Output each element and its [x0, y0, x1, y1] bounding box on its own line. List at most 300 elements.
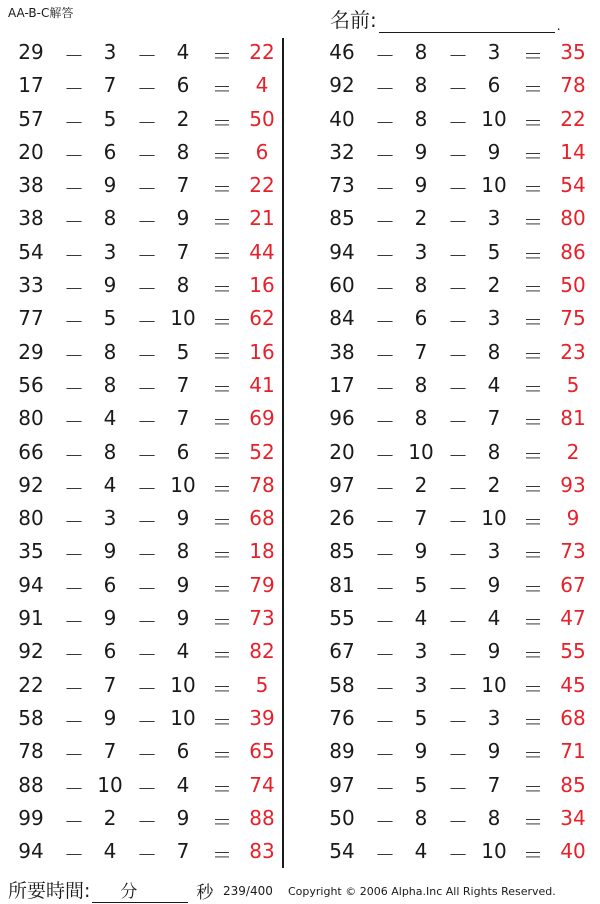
answer: 75 — [560, 306, 586, 331]
minus-sign: － — [448, 44, 468, 68]
equals-sign: ＝ — [212, 410, 232, 435]
time-field — [8, 876, 213, 903]
equals-sign: ＝ — [523, 676, 543, 701]
minus-sign: － — [375, 643, 395, 668]
subtrahend-2: 7 — [487, 772, 501, 797]
answer: 41 — [249, 372, 275, 397]
problem-row — [311, 137, 600, 170]
subtrahend-2: 3 — [487, 206, 501, 231]
answer: 16 — [249, 273, 275, 298]
answer: 5 — [566, 372, 580, 397]
subtrahend-2: 4 — [487, 372, 501, 397]
minus-sign: － — [375, 576, 395, 601]
subtrahend-2: 6 — [176, 73, 190, 98]
minus-sign: － — [448, 809, 468, 834]
copyright-text: Copyright © 2006 Alpha.Inc All Rights Reserved. — [288, 885, 556, 898]
minus-sign: － — [375, 610, 395, 635]
subtrahend-1: 3 — [103, 40, 117, 64]
subtrahend-2: 8 — [487, 805, 501, 830]
equals-sign: ＝ — [523, 77, 543, 102]
minus-sign: － — [375, 143, 395, 168]
name-blank-line[interactable] — [379, 12, 555, 33]
subtrahend-1: 7 — [414, 506, 428, 531]
problem-row — [0, 37, 290, 70]
minus-sign: － — [375, 510, 395, 535]
minus-sign: － — [64, 343, 84, 368]
equals-sign: ＝ — [523, 610, 543, 635]
minus-sign: － — [64, 77, 84, 102]
answer: 44 — [249, 239, 275, 264]
minus-sign: － — [64, 610, 84, 635]
minus-sign: － — [375, 809, 395, 834]
equals-sign: ＝ — [523, 843, 543, 868]
minuend: 85 — [329, 539, 355, 564]
subtrahend-2: 5 — [176, 339, 190, 364]
equals-sign: ＝ — [523, 44, 543, 68]
answer: 81 — [560, 406, 586, 431]
minus-sign: － — [448, 143, 468, 168]
subtrahend-1: 5 — [414, 772, 428, 797]
answer: 21 — [249, 206, 275, 231]
problem-row — [0, 337, 290, 370]
subtrahend-2: 9 — [487, 139, 501, 164]
minus-sign: － — [448, 510, 468, 535]
minuend: 89 — [329, 739, 355, 764]
answer: 35 — [560, 40, 586, 64]
problem-row — [0, 503, 290, 536]
equals-sign: ＝ — [212, 643, 232, 668]
minus-sign: － — [375, 210, 395, 235]
problem-row — [311, 703, 600, 736]
problem-row — [0, 437, 290, 470]
equals-sign: ＝ — [523, 243, 543, 268]
minuend: 38 — [329, 339, 355, 364]
subtrahend-1: 8 — [414, 273, 428, 298]
equals-sign: ＝ — [212, 809, 232, 834]
problem-row — [0, 570, 290, 603]
minuend: 40 — [329, 106, 355, 131]
minus-sign: － — [137, 177, 157, 202]
subtrahend-1: 8 — [414, 73, 428, 98]
subtrahend-2: 7 — [176, 173, 190, 198]
minus-sign: － — [375, 843, 395, 868]
subtrahend-2: 6 — [487, 73, 501, 98]
minuend: 29 — [18, 40, 44, 64]
answer: 62 — [249, 306, 275, 331]
equals-sign: ＝ — [212, 44, 232, 68]
subtrahend-1: 2 — [414, 206, 428, 231]
subtrahend-1: 8 — [414, 106, 428, 131]
subtrahend-1: 10 — [408, 439, 434, 464]
answer: 40 — [560, 839, 586, 864]
answer: 74 — [249, 772, 275, 797]
answer: 93 — [560, 472, 586, 497]
equals-sign: ＝ — [212, 277, 232, 302]
subtrahend-1: 4 — [103, 839, 117, 864]
minus-sign: － — [137, 809, 157, 834]
answer: 22 — [249, 173, 275, 198]
problem-row — [0, 403, 290, 436]
subtrahend-1: 9 — [103, 173, 117, 198]
subtrahend-2: 9 — [176, 606, 190, 631]
answer: 14 — [560, 139, 586, 164]
equals-sign: ＝ — [523, 177, 543, 202]
minuend: 20 — [329, 439, 355, 464]
subtrahend-2: 2 — [176, 106, 190, 131]
subtrahend-2: 10 — [170, 306, 196, 331]
subtrahend-2: 4 — [176, 772, 190, 797]
minuend: 78 — [18, 739, 44, 764]
problem-row — [311, 736, 600, 769]
subtrahend-1: 5 — [103, 306, 117, 331]
minus-sign: － — [64, 243, 84, 268]
problem-row — [311, 437, 600, 470]
answer: 71 — [560, 739, 586, 764]
problem-row — [311, 470, 600, 503]
minuend: 38 — [18, 206, 44, 231]
minus-sign: － — [137, 843, 157, 868]
minuend: 94 — [18, 572, 44, 597]
subtrahend-2: 9 — [176, 805, 190, 830]
minus-sign: － — [375, 277, 395, 302]
equals-sign: ＝ — [212, 843, 232, 868]
subtrahend-1: 4 — [103, 406, 117, 431]
name-label: 名前: — [330, 8, 377, 32]
minus-sign: － — [137, 443, 157, 468]
subtrahend-1: 8 — [414, 406, 428, 431]
minus-sign: － — [448, 543, 468, 568]
minus-sign: － — [448, 676, 468, 701]
minus-sign: － — [137, 543, 157, 568]
problem-row — [0, 470, 290, 503]
minus-sign: － — [64, 110, 84, 135]
problem-row — [311, 536, 600, 569]
answer: 80 — [560, 206, 586, 231]
minuend: 26 — [329, 506, 355, 531]
answer: 68 — [560, 705, 586, 730]
answer: 67 — [560, 572, 586, 597]
problem-row — [0, 703, 290, 736]
problem-row — [0, 70, 290, 103]
minus-sign: － — [448, 177, 468, 202]
subtrahend-2: 8 — [176, 139, 190, 164]
minuend: 96 — [329, 406, 355, 431]
equals-sign: ＝ — [523, 376, 543, 401]
minus-sign: － — [137, 310, 157, 335]
time-blank-line[interactable] — [92, 880, 188, 903]
subtrahend-1: 3 — [414, 672, 428, 697]
minuend: 92 — [18, 472, 44, 497]
problem-row — [311, 37, 600, 70]
subtrahend-2: 10 — [481, 506, 507, 531]
seconds-label: 秒 — [196, 883, 214, 903]
minus-sign: － — [64, 44, 84, 68]
minus-sign: － — [137, 476, 157, 501]
minus-sign: － — [137, 376, 157, 401]
minuend: 57 — [18, 106, 44, 131]
subtrahend-1: 8 — [414, 805, 428, 830]
subtrahend-2: 8 — [176, 539, 190, 564]
subtrahend-1: 5 — [414, 572, 428, 597]
problem-row — [311, 370, 600, 403]
minus-sign: － — [448, 843, 468, 868]
equals-sign: ＝ — [212, 376, 232, 401]
problem-row — [0, 370, 290, 403]
minuend: 32 — [329, 139, 355, 164]
minuend: 56 — [18, 372, 44, 397]
minuend: 20 — [18, 139, 44, 164]
minuend: 29 — [18, 339, 44, 364]
minus-sign: － — [64, 177, 84, 202]
minus-sign: － — [448, 443, 468, 468]
answer: 18 — [249, 539, 275, 564]
equals-sign: ＝ — [523, 543, 543, 568]
minus-sign: － — [448, 610, 468, 635]
minus-sign: － — [64, 709, 84, 734]
subtrahend-2: 7 — [176, 839, 190, 864]
problem-row — [311, 337, 600, 370]
minus-sign: － — [64, 643, 84, 668]
minuend: 60 — [329, 273, 355, 298]
subtrahend-1: 8 — [103, 339, 117, 364]
subtrahend-2: 8 — [176, 273, 190, 298]
equals-sign: ＝ — [523, 776, 543, 801]
subtrahend-1: 2 — [103, 805, 117, 830]
problem-row — [311, 503, 600, 536]
minuend: 92 — [18, 639, 44, 664]
problem-row — [311, 203, 600, 236]
subtrahend-1: 8 — [103, 439, 117, 464]
equals-sign: ＝ — [212, 143, 232, 168]
minus-sign: － — [64, 443, 84, 468]
page-number: 239/400 — [223, 884, 273, 898]
equals-sign: ＝ — [212, 510, 232, 535]
subtrahend-2: 3 — [487, 539, 501, 564]
equals-sign: ＝ — [523, 143, 543, 168]
minutes-label: 分 — [120, 882, 138, 902]
problem-row — [311, 570, 600, 603]
subtrahend-1: 4 — [414, 839, 428, 864]
minus-sign: － — [448, 576, 468, 601]
minus-sign: － — [448, 77, 468, 102]
subtrahend-2: 10 — [481, 672, 507, 697]
equals-sign: ＝ — [523, 343, 543, 368]
minus-sign: － — [137, 576, 157, 601]
subtrahend-2: 4 — [176, 40, 190, 64]
subtrahend-1: 4 — [414, 606, 428, 631]
subtrahend-2: 9 — [176, 506, 190, 531]
problem-row — [0, 836, 290, 869]
equals-sign: ＝ — [212, 776, 232, 801]
subtrahend-1: 9 — [414, 139, 428, 164]
name-dot: . — [556, 19, 561, 33]
minus-sign: － — [375, 543, 395, 568]
equals-sign: ＝ — [212, 310, 232, 335]
minus-sign: － — [375, 376, 395, 401]
answer: 4 — [255, 73, 269, 98]
minus-sign: － — [137, 709, 157, 734]
minuend: 22 — [18, 672, 44, 697]
subtrahend-1: 9 — [414, 739, 428, 764]
subtrahend-2: 3 — [487, 306, 501, 331]
minus-sign: － — [448, 709, 468, 734]
minus-sign: － — [375, 743, 395, 768]
equals-sign: ＝ — [523, 576, 543, 601]
problem-row — [311, 670, 600, 703]
minus-sign: － — [448, 776, 468, 801]
problem-row — [311, 237, 600, 270]
minuend: 46 — [329, 40, 355, 64]
minuend: 97 — [329, 472, 355, 497]
minus-sign: － — [448, 743, 468, 768]
subtrahend-1: 9 — [103, 273, 117, 298]
name-field — [330, 4, 561, 33]
minus-sign: － — [64, 210, 84, 235]
subtrahend-1: 8 — [414, 40, 428, 64]
subtrahend-2: 7 — [176, 406, 190, 431]
worksheet-title: AA-B-C解答 — [8, 6, 74, 20]
answer: 23 — [560, 339, 586, 364]
problem-row — [311, 303, 600, 336]
minus-sign: － — [448, 343, 468, 368]
minus-sign: － — [448, 310, 468, 335]
minus-sign: － — [137, 610, 157, 635]
minuend: 80 — [18, 506, 44, 531]
subtrahend-1: 6 — [103, 572, 117, 597]
subtrahend-2: 10 — [170, 705, 196, 730]
subtrahend-1: 2 — [414, 472, 428, 497]
time-label: 所要時間: — [8, 880, 91, 902]
subtrahend-1: 6 — [103, 639, 117, 664]
equals-sign: ＝ — [523, 643, 543, 668]
answer: 65 — [249, 739, 275, 764]
equals-sign: ＝ — [212, 676, 232, 701]
minus-sign: － — [137, 343, 157, 368]
subtrahend-2: 10 — [170, 472, 196, 497]
minus-sign: － — [448, 643, 468, 668]
subtrahend-2: 9 — [176, 206, 190, 231]
minuend: 33 — [18, 273, 44, 298]
subtrahend-2: 10 — [170, 672, 196, 697]
minus-sign: － — [375, 77, 395, 102]
minuend: 73 — [329, 173, 355, 198]
equals-sign: ＝ — [212, 709, 232, 734]
problem-row — [0, 536, 290, 569]
minus-sign: － — [137, 143, 157, 168]
minus-sign: － — [448, 277, 468, 302]
problem-row — [0, 270, 290, 303]
minus-sign: － — [137, 643, 157, 668]
equals-sign: ＝ — [523, 809, 543, 834]
minuend: 35 — [18, 539, 44, 564]
problem-row — [311, 403, 600, 436]
subtrahend-1: 5 — [103, 106, 117, 131]
answer: 52 — [249, 439, 275, 464]
subtrahend-1: 7 — [414, 339, 428, 364]
subtrahend-1: 9 — [103, 705, 117, 730]
minus-sign: － — [375, 310, 395, 335]
problem-row — [311, 603, 600, 636]
answer: 22 — [560, 106, 586, 131]
equals-sign: ＝ — [523, 510, 543, 535]
minus-sign: － — [137, 243, 157, 268]
equals-sign: ＝ — [212, 476, 232, 501]
subtrahend-1: 8 — [103, 372, 117, 397]
subtrahend-2: 2 — [487, 472, 501, 497]
answer: 82 — [249, 639, 275, 664]
minus-sign: － — [64, 410, 84, 435]
minuend: 80 — [18, 406, 44, 431]
answer: 78 — [249, 472, 275, 497]
minus-sign: － — [64, 776, 84, 801]
subtrahend-2: 9 — [487, 572, 501, 597]
subtrahend-2: 9 — [487, 639, 501, 664]
equals-sign: ＝ — [523, 410, 543, 435]
subtrahend-2: 7 — [487, 406, 501, 431]
answer: 73 — [560, 539, 586, 564]
minus-sign: － — [448, 243, 468, 268]
equals-sign: ＝ — [212, 177, 232, 202]
answer: 54 — [560, 173, 586, 198]
problem-row — [0, 104, 290, 137]
subtrahend-1: 5 — [414, 705, 428, 730]
equals-sign: ＝ — [212, 77, 232, 102]
answer: 88 — [249, 805, 275, 830]
subtrahend-1: 7 — [103, 73, 117, 98]
minus-sign: － — [375, 410, 395, 435]
answer: 22 — [249, 40, 275, 64]
minus-sign: － — [64, 576, 84, 601]
problem-row — [311, 70, 600, 103]
subtrahend-2: 7 — [176, 239, 190, 264]
subtrahend-1: 9 — [414, 173, 428, 198]
minus-sign: － — [375, 476, 395, 501]
equals-sign: ＝ — [523, 476, 543, 501]
subtrahend-2: 6 — [176, 739, 190, 764]
minus-sign: － — [137, 277, 157, 302]
equals-sign: ＝ — [212, 110, 232, 135]
minus-sign: － — [448, 476, 468, 501]
answer: 85 — [560, 772, 586, 797]
subtrahend-2: 10 — [481, 173, 507, 198]
problem-row — [0, 303, 290, 336]
minuend: 84 — [329, 306, 355, 331]
answer: 5 — [255, 672, 269, 697]
answer: 68 — [249, 506, 275, 531]
subtrahend-2: 8 — [487, 439, 501, 464]
minus-sign: － — [375, 443, 395, 468]
subtrahend-1: 3 — [414, 639, 428, 664]
equals-sign: ＝ — [523, 110, 543, 135]
minus-sign: － — [375, 177, 395, 202]
problem-row — [0, 736, 290, 769]
minus-sign: － — [64, 543, 84, 568]
minus-sign: － — [375, 44, 395, 68]
answer: 86 — [560, 239, 586, 264]
answer: 73 — [249, 606, 275, 631]
subtrahend-1: 9 — [103, 539, 117, 564]
minuend: 55 — [329, 606, 355, 631]
subtrahend-1: 9 — [414, 539, 428, 564]
answer: 2 — [566, 439, 580, 464]
subtrahend-2: 5 — [487, 239, 501, 264]
minus-sign: － — [137, 110, 157, 135]
equals-sign: ＝ — [523, 443, 543, 468]
equals-sign: ＝ — [212, 343, 232, 368]
minus-sign: － — [375, 243, 395, 268]
minus-sign: － — [448, 410, 468, 435]
answer: 9 — [566, 506, 580, 531]
